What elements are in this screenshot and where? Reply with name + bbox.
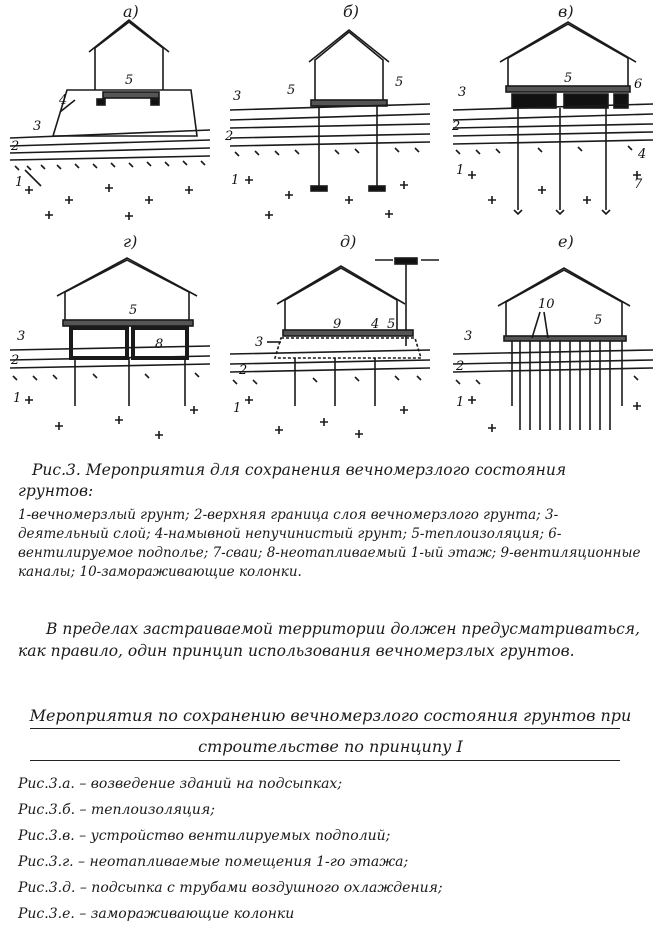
panel-label-e: е) bbox=[558, 232, 574, 251]
callout-g-2: 2 bbox=[11, 353, 20, 368]
callout-d-3: 3 bbox=[255, 335, 264, 350]
figure-panel-e bbox=[448, 230, 653, 455]
drawing-b bbox=[225, 0, 430, 225]
figure-panel-g bbox=[5, 230, 210, 455]
callout-d-4: 4 bbox=[371, 317, 380, 332]
callout-b-2: 2 bbox=[225, 129, 234, 144]
callout-g-5: 5 bbox=[129, 303, 138, 318]
figure-legend: 1-вечномерзлый грунт; 2-верхняя граница слоя вечномерзлого грунта; 3-деятельный слой; 4-намывной непучинистый грунт; 5-теплоизоляция; 6-вентилируемое подполье; 7-сваи; 8-неотапливаемый 1-ый этаж; 9-вентиляционные каналы; 10-замораживающие колонки. bbox=[18, 507, 641, 580]
callout-b-5b: 5 bbox=[395, 75, 404, 90]
drawing-v bbox=[448, 0, 653, 225]
panel-label-d: д) bbox=[340, 232, 357, 251]
callout-a-5: 5 bbox=[125, 73, 134, 88]
heading-rule-1 bbox=[30, 728, 620, 729]
figure-panel-v bbox=[448, 0, 653, 225]
callout-v-3: 3 bbox=[458, 85, 467, 100]
panel-label-v: в) bbox=[558, 2, 574, 21]
section-heading: Мероприятия по сохранению вечномерзлого состояния грунтов при строительстве по принципу I bbox=[29, 706, 632, 756]
callout-v-4: 4 bbox=[638, 147, 647, 162]
callout-d-1: 1 bbox=[233, 401, 242, 416]
callout-e-5: 5 bbox=[594, 313, 603, 328]
callout-g-8: 8 bbox=[155, 337, 164, 352]
callout-v-2: 2 bbox=[452, 119, 461, 134]
callout-d-5: 5 bbox=[387, 317, 396, 332]
drawing-g bbox=[5, 230, 210, 455]
callout-b-3: 3 bbox=[233, 89, 242, 104]
callout-g-1: 1 bbox=[13, 391, 22, 406]
callout-e-3: 3 bbox=[464, 329, 473, 344]
item-3v: Рис.3.в. – устройство вентилируемых подполий; bbox=[18, 828, 391, 844]
figure-panel-a bbox=[5, 0, 210, 225]
callout-e-2: 2 bbox=[456, 359, 465, 374]
callout-d-9: 9 bbox=[333, 317, 342, 332]
item-3e: Рис.3.е. – замораживающие колонки bbox=[18, 906, 295, 922]
drawing-a bbox=[5, 0, 210, 225]
callout-e-10: 10 bbox=[538, 297, 555, 312]
figure-caption-title: Рис.3. Мероприятия для сохранения вечномерзлого состояния грунтов: bbox=[18, 461, 567, 500]
callout-g-3: 3 bbox=[17, 329, 26, 344]
callout-d-2: 2 bbox=[239, 363, 248, 378]
item-3a: Рис.3.а. – возведение зданий на подсыпках; bbox=[18, 776, 343, 792]
callout-a-4: 4 bbox=[59, 93, 68, 108]
figure-panel-d bbox=[225, 230, 430, 455]
body-paragraph: В пределах застраиваемой территории должен предусматриваться, как правило, один принцип использования вечномерзлых грунтов. bbox=[18, 620, 640, 660]
callout-v-7: 7 bbox=[634, 177, 643, 192]
heading-rule-2 bbox=[30, 760, 620, 761]
callout-b-1: 1 bbox=[231, 173, 240, 188]
callout-e-1: 1 bbox=[456, 395, 465, 410]
item-3g: Рис.3.г. – неотапливаемые помещения 1-го этажа; bbox=[18, 854, 409, 870]
item-3d: Рис.3.д. – подсыпка с трубами воздушного охлаждения; bbox=[18, 880, 443, 896]
panel-label-g: г) bbox=[123, 232, 138, 251]
panel-label-b: б) bbox=[343, 2, 360, 21]
callout-b-5a: 5 bbox=[287, 83, 296, 98]
callout-v-6: 6 bbox=[634, 77, 643, 92]
drawing-e bbox=[448, 230, 653, 455]
item-3b: Рис.3.б. – теплоизоляция; bbox=[18, 802, 215, 818]
callout-v-1: 1 bbox=[456, 163, 465, 178]
callout-a-1: 1 bbox=[15, 175, 24, 190]
panel-label-a: а) bbox=[123, 2, 139, 21]
callout-a-3: 3 bbox=[33, 119, 42, 134]
drawing-d bbox=[225, 230, 430, 455]
callout-a-2: 2 bbox=[11, 139, 20, 154]
figure-panel-b bbox=[225, 0, 430, 225]
callout-v-5: 5 bbox=[564, 71, 573, 86]
